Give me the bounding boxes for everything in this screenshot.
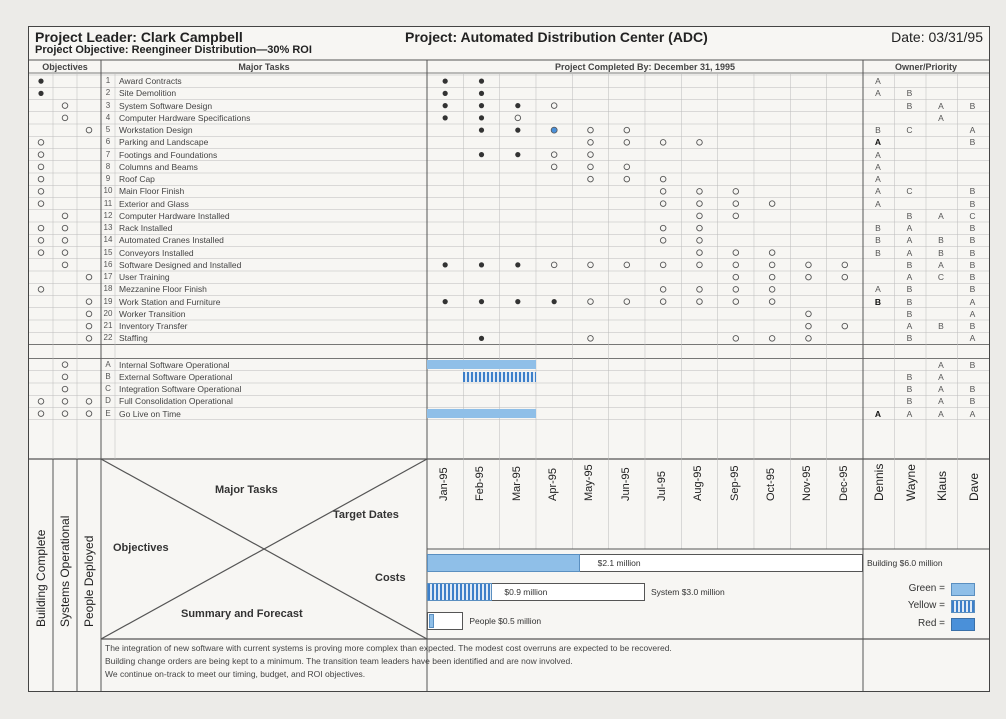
task-schedule-mark <box>660 189 666 195</box>
owner-name-label: Dennis <box>872 463 886 501</box>
task-objective-mark <box>62 115 68 121</box>
task-owner-priority: A <box>906 223 913 233</box>
diagram-target-dates: Target Dates <box>333 509 399 521</box>
task-schedule-mark <box>624 127 630 133</box>
month-label: Feb-95 <box>474 466 487 501</box>
task-name: Inventory Transfer <box>119 321 188 331</box>
ms-objective-mark <box>62 399 68 405</box>
task-owner-priority: B <box>969 284 976 295</box>
ms-owner-priority: A <box>969 408 976 419</box>
milestone-status-bar <box>463 372 536 381</box>
task-owner-priority: B <box>906 259 913 270</box>
task-schedule-mark <box>697 225 703 231</box>
task-owner-priority: B <box>969 247 976 258</box>
task-schedule-mark <box>479 79 484 84</box>
task-owner-priority: A <box>875 88 881 99</box>
task-number: 14 <box>103 235 113 245</box>
task-schedule-mark <box>588 164 594 170</box>
task-owner-priority: B <box>906 100 913 111</box>
objectives-column-header: Objectives <box>42 62 88 72</box>
system-total-label: System $3.0 million <box>651 587 725 597</box>
task-number: 9 <box>105 174 111 183</box>
task-schedule-mark <box>733 213 739 219</box>
task-schedule-mark <box>769 274 775 280</box>
task-number: 17 <box>103 272 113 281</box>
objective-name-label: Systems Operational <box>58 515 72 627</box>
summary-line-2: Building change orders are being kept to a minimum. The transition team leaders have been identified and are now involved. <box>105 656 573 666</box>
task-owner-priority: B <box>969 321 976 331</box>
task-name: Computer Hardware Installed <box>119 210 230 221</box>
task-schedule-mark <box>479 152 484 157</box>
task-schedule-mark <box>769 250 775 256</box>
task-schedule-mark <box>697 299 703 305</box>
task-schedule-mark <box>624 140 630 146</box>
ms-objective-mark <box>62 386 68 392</box>
ms-number: B <box>105 371 111 381</box>
report-date: Date: 03/31/95 <box>891 29 983 45</box>
task-owner-priority: B <box>906 88 913 99</box>
milestone-status-bar <box>427 409 536 418</box>
task-schedule-mark <box>443 103 448 108</box>
task-schedule-mark <box>733 250 739 256</box>
legend-yellow-swatch <box>951 600 975 613</box>
people-spent-fill <box>429 614 434 628</box>
task-schedule-mark <box>515 115 521 121</box>
project-leader: Project Leader: Clark Campbell <box>35 29 243 45</box>
task-number: 20 <box>103 308 113 318</box>
task-schedule-mark <box>551 164 557 170</box>
ms-owner-priority: B <box>969 396 976 407</box>
ms-objective-mark <box>38 411 44 417</box>
task-schedule-mark <box>769 201 775 207</box>
summary-line-3: We continue on-track to meet our timing, budget, and ROI objectives. <box>105 669 366 679</box>
task-objective-mark <box>38 287 44 293</box>
task-schedule-mark <box>588 299 594 305</box>
task-schedule-mark <box>443 262 448 267</box>
task-schedule-mark <box>697 213 703 219</box>
ms-owner-priority: A <box>874 408 882 419</box>
month-label: May-95 <box>583 464 596 501</box>
ms-owner-priority: B <box>906 384 913 394</box>
task-schedule-mark <box>806 311 812 317</box>
task-owner-priority: A <box>875 186 881 197</box>
task-owner-priority: A <box>906 247 913 258</box>
completed-by-column-header: Project Completed By: December 31, 1995 <box>554 62 736 72</box>
task-schedule-mark <box>697 287 703 293</box>
legend-green-swatch <box>951 583 975 596</box>
task-objective-mark <box>62 238 68 244</box>
task-schedule-mark <box>660 299 666 305</box>
ms-owner-priority: B <box>906 371 913 382</box>
project-objective: Project Objective: Reengineer Distribution—30% ROI <box>35 44 312 56</box>
ms-name: Integration Software Operational <box>119 384 242 394</box>
task-schedule-mark <box>443 115 448 120</box>
task-schedule-mark <box>660 225 666 231</box>
task-name: Staffing <box>119 333 148 344</box>
task-schedule-mark <box>588 140 594 146</box>
ms-name: Go Live on Time <box>119 408 181 419</box>
task-number: 13 <box>103 223 113 232</box>
task-objective-mark <box>62 213 68 219</box>
milestone-status-bar <box>427 360 536 369</box>
task-schedule-mark <box>733 201 739 207</box>
task-schedule-mark <box>660 287 666 293</box>
ms-objective-mark <box>62 362 68 368</box>
task-owner-priority: B <box>969 235 976 246</box>
task-owner-priority: B <box>875 223 881 233</box>
task-objective-mark <box>38 140 44 146</box>
task-schedule-mark <box>733 274 739 280</box>
task-schedule-mark <box>515 152 520 157</box>
task-name: Computer Hardware Specifications <box>119 112 251 123</box>
owner-name-label: Wayne <box>903 464 918 501</box>
task-schedule-mark <box>551 103 557 109</box>
task-owner-priority: C <box>937 272 945 282</box>
task-owner-priority: A <box>969 125 976 135</box>
task-name: Workstation Design <box>119 125 193 135</box>
task-schedule-mark <box>769 336 775 342</box>
task-schedule-mark <box>660 262 666 268</box>
task-schedule-mark <box>660 238 666 244</box>
task-name: Work Station and Furniture <box>119 296 221 307</box>
task-objective-mark <box>38 250 44 256</box>
task-schedule-mark <box>624 164 630 170</box>
legend-green-label: Green = <box>908 583 945 594</box>
ms-owner-priority: B <box>969 359 976 370</box>
major-tasks-column-header: Major Tasks <box>238 62 290 72</box>
task-schedule-mark <box>733 189 739 195</box>
ms-number: D <box>105 396 111 406</box>
task-owner-priority: B <box>938 321 944 331</box>
task-name: Award Contracts <box>119 76 182 86</box>
task-objective-mark <box>38 189 44 195</box>
task-objective-mark <box>86 274 92 280</box>
task-objective-mark <box>62 250 68 256</box>
legend-red-swatch <box>951 618 975 631</box>
ms-owner-priority: A <box>938 371 944 382</box>
task-number: 4 <box>105 112 111 122</box>
task-owner-priority: B <box>906 308 913 319</box>
task-owner-priority: B <box>969 272 976 282</box>
objective-name-label: People Deployed <box>82 535 96 627</box>
ms-owner-priority: B <box>906 396 913 407</box>
task-objective-mark <box>38 164 44 170</box>
task-schedule-mark <box>733 336 739 342</box>
task-schedule-mark <box>443 79 448 84</box>
task-schedule-mark <box>842 274 848 280</box>
task-owner-priority: C <box>969 210 976 221</box>
ms-objective-mark <box>62 411 68 417</box>
task-objective-mark <box>86 336 92 342</box>
project-title: Project: Automated Distribution Center (ADC) <box>405 29 708 45</box>
task-schedule-mark <box>515 299 520 304</box>
task-number: 15 <box>103 247 113 257</box>
task-owner-priority: B <box>906 333 913 344</box>
task-schedule-mark <box>842 323 848 329</box>
task-schedule-mark <box>697 189 703 195</box>
task-number: 12 <box>103 210 113 220</box>
task-name: Site Demolition <box>119 88 177 99</box>
task-owner-priority: A <box>969 333 976 344</box>
task-schedule-mark <box>588 176 594 182</box>
task-schedule-mark <box>479 262 484 267</box>
task-number: 22 <box>103 333 113 343</box>
month-label: Sep-95 <box>728 465 741 501</box>
owner-name-label: Klaus <box>935 470 949 501</box>
task-name: Mezzanine Floor Finish <box>119 284 207 295</box>
task-owner-priority: B <box>969 186 976 197</box>
task-name: Worker Transition <box>119 308 186 319</box>
task-schedule-mark <box>697 262 703 268</box>
task-number: 1 <box>105 76 111 85</box>
task-schedule-mark <box>806 262 812 268</box>
month-label: Jul-95 <box>655 471 668 501</box>
task-name: Columns and Beams <box>119 161 198 172</box>
task-schedule-mark <box>624 299 630 305</box>
task-schedule-mark <box>479 115 484 120</box>
task-number: 11 <box>103 198 113 208</box>
task-name: Software Designed and Installed <box>119 259 242 270</box>
task-number: 10 <box>103 186 113 196</box>
month-label: Jun-95 <box>619 467 632 501</box>
summary-line-1: The integration of new software with current systems is proving more complex than expected. The modest cost overruns are expected to be recovered. <box>105 643 672 653</box>
task-owner-priority: B <box>875 125 881 135</box>
ms-owner-priority: B <box>969 384 976 394</box>
task-schedule-mark <box>769 299 775 305</box>
building-spent-label: $2.1 million <box>597 558 641 568</box>
task-schedule-mark <box>769 262 775 268</box>
task-schedule-mark <box>660 201 666 207</box>
task-schedule-mark <box>479 103 484 108</box>
task-owner-priority: B <box>938 247 944 258</box>
owner-name-label: Dave <box>966 472 981 501</box>
task-schedule-mark <box>660 176 666 182</box>
task-objective-mark <box>38 201 44 207</box>
task-objective-mark <box>38 79 43 84</box>
month-label: Nov-95 <box>801 465 814 501</box>
task-owner-priority: B <box>969 137 976 148</box>
task-schedule-mark <box>479 299 484 304</box>
task-schedule-mark <box>806 323 812 329</box>
task-name: Footings and Foundations <box>119 149 218 160</box>
task-owner-priority: B <box>874 296 882 307</box>
legend-red-label: Red = <box>918 618 945 629</box>
task-objective-mark <box>38 91 43 96</box>
task-owner-priority: A <box>969 296 976 307</box>
task-owner-priority: A <box>938 259 944 270</box>
task-schedule-mark <box>660 140 666 146</box>
task-number: 16 <box>103 259 113 269</box>
task-number: 19 <box>103 296 113 306</box>
month-label: Dec-95 <box>837 465 850 501</box>
task-name: Roof Cap <box>119 174 155 184</box>
task-schedule-mark <box>443 299 448 304</box>
task-number: 21 <box>103 321 113 330</box>
task-owner-priority: B <box>906 210 913 221</box>
task-objective-mark <box>62 262 68 268</box>
task-owner-priority: B <box>969 198 976 209</box>
diagram-major-tasks: Major Tasks <box>215 484 278 496</box>
task-schedule-mark <box>515 128 520 133</box>
task-objective-mark <box>86 323 92 329</box>
task-number: 5 <box>105 125 111 134</box>
ms-number: C <box>105 384 111 393</box>
diagram-summary: Summary and Forecast <box>181 608 303 620</box>
task-name: Automated Cranes Installed <box>119 235 224 246</box>
task-schedule-mark <box>806 336 812 342</box>
one-page-project-manager-sheet <box>28 26 990 692</box>
task-owner-priority: A <box>906 235 913 246</box>
task-schedule-mark <box>697 250 703 256</box>
task-owner-priority: B <box>906 296 913 307</box>
task-owner-priority: A <box>969 308 976 319</box>
task-schedule-mark <box>588 262 594 268</box>
system-spent-bar <box>427 583 492 601</box>
task-number: 3 <box>105 100 111 110</box>
task-objective-mark <box>62 103 68 109</box>
task-owner-priority: C <box>906 125 913 135</box>
ms-objective-mark <box>38 399 44 405</box>
month-label: Apr-95 <box>546 467 559 501</box>
task-schedule-mark <box>551 262 557 268</box>
task-owner-priority: A <box>906 272 913 282</box>
task-schedule-mark <box>515 103 520 108</box>
ms-objective-mark <box>86 411 92 417</box>
legend-yellow-label: Yellow = <box>907 600 945 611</box>
objective-name-label: Building Complete <box>34 529 48 627</box>
task-owner-priority: A <box>938 210 944 221</box>
task-number: 7 <box>105 149 111 159</box>
task-objective-mark <box>38 152 44 158</box>
task-schedule-mark <box>588 336 594 342</box>
task-objective-mark <box>86 299 92 305</box>
task-number: 8 <box>105 161 111 171</box>
task-name: Rack Installed <box>119 223 173 233</box>
task-owner-priority: B <box>906 284 913 295</box>
ms-owner-priority: A <box>938 384 944 394</box>
task-schedule-mark <box>515 262 520 267</box>
task-schedule-mark <box>588 127 594 133</box>
task-name: Conveyors Installed <box>119 247 194 258</box>
task-schedule-mark <box>697 238 703 244</box>
building-spent-bar <box>427 554 580 572</box>
task-objective-mark <box>38 176 44 182</box>
ms-number: E <box>105 408 111 418</box>
ms-name: Full Consolidation Operational <box>119 396 233 407</box>
ms-objective-mark <box>62 374 68 380</box>
task-owner-priority: B <box>875 235 881 246</box>
owner-priority-column-header: Owner/Priority <box>894 62 957 72</box>
month-label: Mar-95 <box>510 466 523 501</box>
task-name: Main Floor Finish <box>119 186 185 197</box>
task-owner-priority: A <box>875 149 881 160</box>
ms-owner-priority: A <box>938 396 944 407</box>
task-owner-priority: A <box>874 137 882 148</box>
month-label: Jan-95 <box>438 467 450 501</box>
ms-name: External Software Operational <box>119 371 233 382</box>
task-objective-mark <box>86 311 92 317</box>
task-schedule-mark <box>479 128 484 133</box>
ms-number: A <box>105 359 111 369</box>
task-schedule-mark <box>588 152 594 158</box>
people-spent-label: People $0.5 million <box>469 616 542 626</box>
task-owner-priority: B <box>938 235 944 246</box>
ms-name: Internal Software Operational <box>119 359 230 370</box>
month-label: Oct-95 <box>764 467 777 501</box>
task-schedule-mark <box>733 299 739 305</box>
task-owner-priority: A <box>906 321 913 331</box>
ms-owner-priority: A <box>938 359 944 370</box>
diagram-objectives: Objectives <box>113 542 169 554</box>
task-objective-mark <box>62 225 68 231</box>
task-owner-priority: C <box>906 186 913 197</box>
task-objective-mark <box>38 238 44 244</box>
task-name: Parking and Landscape <box>119 137 209 148</box>
task-name: Exterior and Glass <box>119 198 189 209</box>
building-total-label: Building $6.0 million <box>867 558 943 568</box>
ms-owner-priority: A <box>906 408 913 419</box>
task-owner-priority: A <box>938 112 944 123</box>
task-schedule-mark <box>551 127 557 133</box>
task-owner-priority: B <box>969 223 976 233</box>
task-schedule-mark <box>733 287 739 293</box>
task-number: 18 <box>103 284 113 294</box>
task-schedule-mark <box>733 262 739 268</box>
task-schedule-mark <box>624 262 630 268</box>
task-schedule-mark <box>806 274 812 280</box>
task-schedule-mark <box>552 299 557 304</box>
task-owner-priority: B <box>969 259 976 270</box>
task-owner-priority: A <box>875 284 881 295</box>
task-name: User Training <box>119 272 170 282</box>
task-owner-priority: A <box>938 100 944 111</box>
task-schedule-mark <box>697 201 703 207</box>
task-number: 6 <box>105 137 111 147</box>
task-name: System Software Design <box>119 100 213 111</box>
task-schedule-mark <box>551 152 557 158</box>
task-owner-priority: A <box>875 174 881 184</box>
task-owner-priority: B <box>969 100 976 111</box>
task-schedule-mark <box>443 91 448 96</box>
task-schedule-mark <box>697 140 703 146</box>
task-schedule-mark <box>479 336 484 341</box>
task-schedule-mark <box>479 91 484 96</box>
ms-owner-priority: A <box>938 408 944 419</box>
task-schedule-mark <box>842 262 848 268</box>
task-owner-priority: A <box>875 76 881 86</box>
task-owner-priority: A <box>875 161 881 172</box>
task-objective-mark <box>86 127 92 133</box>
task-objective-mark <box>38 225 44 231</box>
diagram-costs: Costs <box>375 572 406 584</box>
task-schedule-mark <box>769 287 775 293</box>
task-owner-priority: B <box>875 247 881 258</box>
task-owner-priority: A <box>875 198 881 209</box>
month-label: Aug-95 <box>692 465 705 501</box>
task-schedule-mark <box>624 176 630 182</box>
task-number: 2 <box>105 88 111 98</box>
ms-objective-mark <box>86 399 92 405</box>
system-spent-label: $0.9 million <box>504 587 548 597</box>
